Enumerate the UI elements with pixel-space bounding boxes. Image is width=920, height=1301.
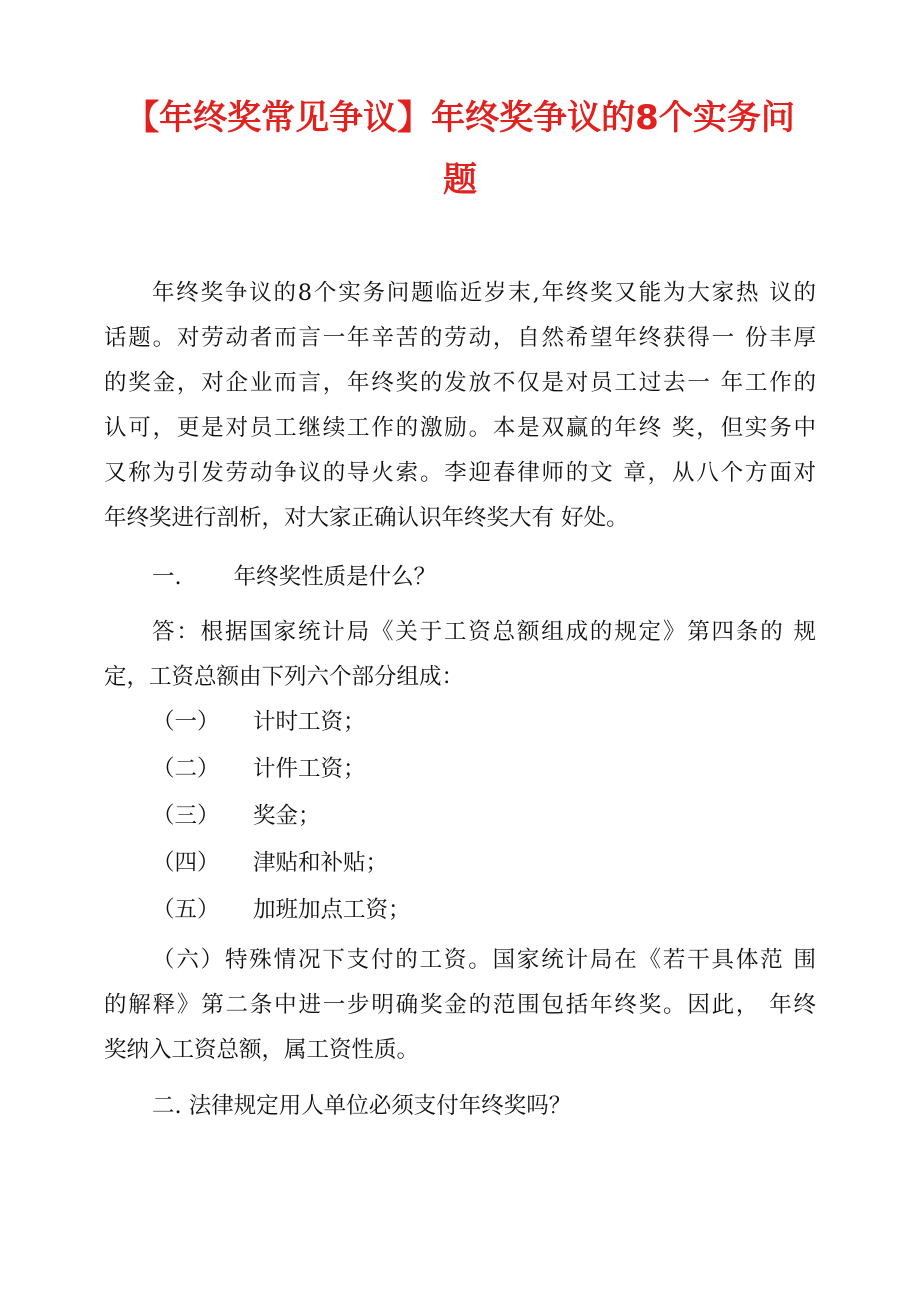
list-item-1-text: 计时工资； bbox=[253, 709, 366, 735]
list-item-1-label: （一） bbox=[152, 709, 220, 735]
list-item-5-label: （五） bbox=[152, 897, 220, 923]
intro-line-4: 认可，更是对员工继续工作的激励。本是双赢的年终 奖，但实务中 bbox=[104, 415, 816, 441]
answer-1-line-2: 定，工资总额由下列六个部分组成： bbox=[104, 664, 465, 690]
list-item-4 bbox=[152, 849, 816, 878]
list-item-3-label: （三） bbox=[152, 803, 220, 829]
list-item-2-label: （二） bbox=[152, 756, 220, 782]
intro-line-1: 年终奖争议的8个实务问题临近岁末,年终奖又能为大家热 议的 bbox=[152, 280, 816, 306]
list-item-6-line-3: 奖纳入工资总额，属工资性质。 bbox=[104, 1037, 420, 1063]
intro-line-3: 的奖金，对企业而言，年终奖的发放不仅是对员工过去一 年工作的 bbox=[104, 370, 816, 396]
list-item-6-line-1: （六）特殊情况下支付的工资。国家统计局在《若干具体范 围 bbox=[152, 947, 816, 973]
document-title-line-1: 【年终奖常见争议】年终奖争议的8个实务问 bbox=[125, 98, 795, 138]
list-item-3-text: 奖金； bbox=[253, 803, 321, 829]
answer-1-line-1: 答：根据国家统计局《关于工资总额组成的规定》第四条的 规 bbox=[152, 619, 816, 645]
list-item-4-text: 津贴和补贴； bbox=[253, 850, 389, 876]
intro-line-5: 又称为引发劳动争议的导火索。李迎春律师的文 章，从八个方面对 bbox=[104, 460, 816, 486]
list-item-3 bbox=[152, 802, 816, 831]
list-item-2-text: 计件工资； bbox=[253, 756, 366, 782]
list-item-5-text: 加班加点工资； bbox=[253, 897, 411, 923]
document-title-line-2: 题 bbox=[443, 160, 477, 200]
question-1-number: 一. bbox=[152, 564, 182, 590]
intro-line-6: 年终奖进行剖析，对大家正确认识年终奖大有 好处。 bbox=[104, 505, 629, 531]
intro-line-2: 话题。对劳动者而言一年辛苦的劳动，自然希望年终获得一 份丰厚 bbox=[104, 325, 816, 351]
list-item-1 bbox=[152, 708, 816, 737]
question-1 bbox=[152, 563, 816, 592]
question-1-text: 年终奖性质是什么？ bbox=[233, 564, 437, 590]
list-item-2 bbox=[152, 755, 816, 784]
list-item-6-line-2: 的解释》第二条中进一步明确奖金的范围包括年终奖。因此， 年终 bbox=[104, 992, 816, 1018]
list-item-4-label: （四） bbox=[152, 850, 220, 876]
list-item-5 bbox=[152, 896, 816, 925]
question-2: 二. 法律规定用人单位必须支付年终奖吗？ bbox=[152, 1093, 572, 1119]
